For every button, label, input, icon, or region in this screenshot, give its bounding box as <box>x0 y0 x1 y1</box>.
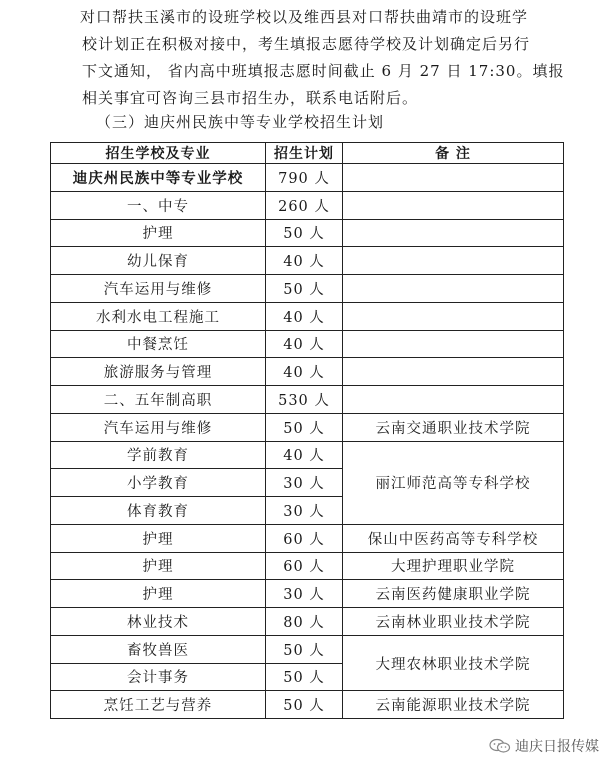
major-name-cell: 旅游服务与管理 <box>51 358 266 386</box>
major-name-cell: 护理 <box>51 524 266 552</box>
note-cell <box>343 302 564 330</box>
table-row <box>51 580 564 608</box>
enrollment-plan-table <box>50 142 564 719</box>
note-cell: 大理农林职业技术学院 <box>343 635 564 691</box>
table-row <box>51 524 564 552</box>
note-cell <box>343 247 564 275</box>
note-cell <box>343 219 564 247</box>
paragraph-line: 相关事宜可咨询三县市招生办，联系电话附后。 <box>82 89 419 107</box>
major-name-cell: 学前教育 <box>51 441 266 469</box>
table-row <box>51 247 564 275</box>
note-cell: 云南林业职业技术学院 <box>343 608 564 636</box>
note-cell <box>343 191 564 219</box>
paragraph-line: 下文通知， 省内高中班填报志愿时间截止 6 月 27 日 17:30。填报 <box>82 62 565 80</box>
table-header-row <box>51 143 564 164</box>
major-name-cell: 小学教育 <box>51 469 266 497</box>
plan-count-cell: 40 人 <box>266 441 343 469</box>
wechat-icon <box>489 738 511 754</box>
major-name-cell: 迪庆州民族中等专业学校 <box>51 164 266 192</box>
table-row <box>51 552 564 580</box>
plan-count-cell: 50 人 <box>266 219 343 247</box>
table-row <box>51 358 564 386</box>
major-name-cell: 护理 <box>51 552 266 580</box>
plan-count-cell: 50 人 <box>266 275 343 303</box>
table-row <box>51 441 564 469</box>
watermark <box>489 736 599 756</box>
header-school-major: 招生学校及专业 <box>51 143 266 164</box>
watermark-text: 迪庆日报传媒 <box>515 739 599 755</box>
note-cell: 云南医药健康职业学院 <box>343 580 564 608</box>
plan-count-cell: 530 人 <box>266 386 343 414</box>
major-name-cell: 林业技术 <box>51 608 266 636</box>
table-row <box>51 164 564 192</box>
plan-count-cell: 260 人 <box>266 191 343 219</box>
note-cell: 丽江师范高等专科学校 <box>343 441 564 524</box>
note-cell: 云南交通职业技术学院 <box>343 413 564 441</box>
header-notes: 备 注 <box>343 143 564 164</box>
plan-count-cell: 40 人 <box>266 247 343 275</box>
note-cell <box>343 386 564 414</box>
plan-count-cell: 50 人 <box>266 691 343 719</box>
major-name-cell: 水利水电工程施工 <box>51 302 266 330</box>
plan-count-cell: 60 人 <box>266 552 343 580</box>
note-cell <box>343 275 564 303</box>
table-row <box>51 302 564 330</box>
plan-count-cell: 30 人 <box>266 469 343 497</box>
note-cell <box>343 358 564 386</box>
table-row <box>51 219 564 247</box>
note-cell: 大理护理职业学院 <box>343 552 564 580</box>
major-name-cell: 会计事务 <box>51 663 266 691</box>
major-name-cell: 护理 <box>51 580 266 608</box>
header-plan: 招生计划 <box>266 143 343 164</box>
plan-count-cell: 790 人 <box>266 164 343 192</box>
note-cell: 保山中医药高等专科学校 <box>343 524 564 552</box>
major-name-cell: 体育教育 <box>51 497 266 525</box>
plan-count-cell: 40 人 <box>266 302 343 330</box>
major-name-cell: 烹饪工艺与营养 <box>51 691 266 719</box>
major-name-cell: 中餐烹饪 <box>51 330 266 358</box>
table-row <box>51 608 564 636</box>
table-row <box>51 191 564 219</box>
table-row <box>51 635 564 663</box>
major-name-cell: 一、中专 <box>51 191 266 219</box>
plan-count-cell: 30 人 <box>266 497 343 525</box>
note-cell: 云南能源职业技术学院 <box>343 691 564 719</box>
plan-count-cell: 40 人 <box>266 358 343 386</box>
paragraph-line: 校计划正在积极对接中，考生填报志愿待学校及计划确定后另行 <box>82 35 531 53</box>
plan-count-cell: 80 人 <box>266 608 343 636</box>
table-row <box>51 330 564 358</box>
major-name-cell: 护理 <box>51 219 266 247</box>
plan-count-cell: 50 人 <box>266 635 343 663</box>
plan-count-cell: 30 人 <box>266 580 343 608</box>
intro-paragraph <box>82 4 582 112</box>
paragraph-line: 对口帮扶玉溪市的设班学校以及维西县对口帮扶曲靖市的设班学 <box>80 8 529 26</box>
major-name-cell: 汽车运用与维修 <box>51 275 266 303</box>
table-row <box>51 275 564 303</box>
major-name-cell: 二、五年制高职 <box>51 386 266 414</box>
table-row <box>51 413 564 441</box>
major-name-cell: 幼儿保育 <box>51 247 266 275</box>
major-name-cell: 畜牧兽医 <box>51 635 266 663</box>
note-cell <box>343 330 564 358</box>
plan-count-cell: 40 人 <box>266 330 343 358</box>
major-name-cell: 汽车运用与维修 <box>51 413 266 441</box>
table-row <box>51 691 564 719</box>
table-row <box>51 386 564 414</box>
plan-count-cell: 60 人 <box>266 524 343 552</box>
note-cell <box>343 164 564 192</box>
plan-count-cell: 50 人 <box>266 413 343 441</box>
plan-count-cell: 50 人 <box>266 663 343 691</box>
section-title: （三）迪庆州民族中等专业学校招生计划 <box>96 113 385 131</box>
